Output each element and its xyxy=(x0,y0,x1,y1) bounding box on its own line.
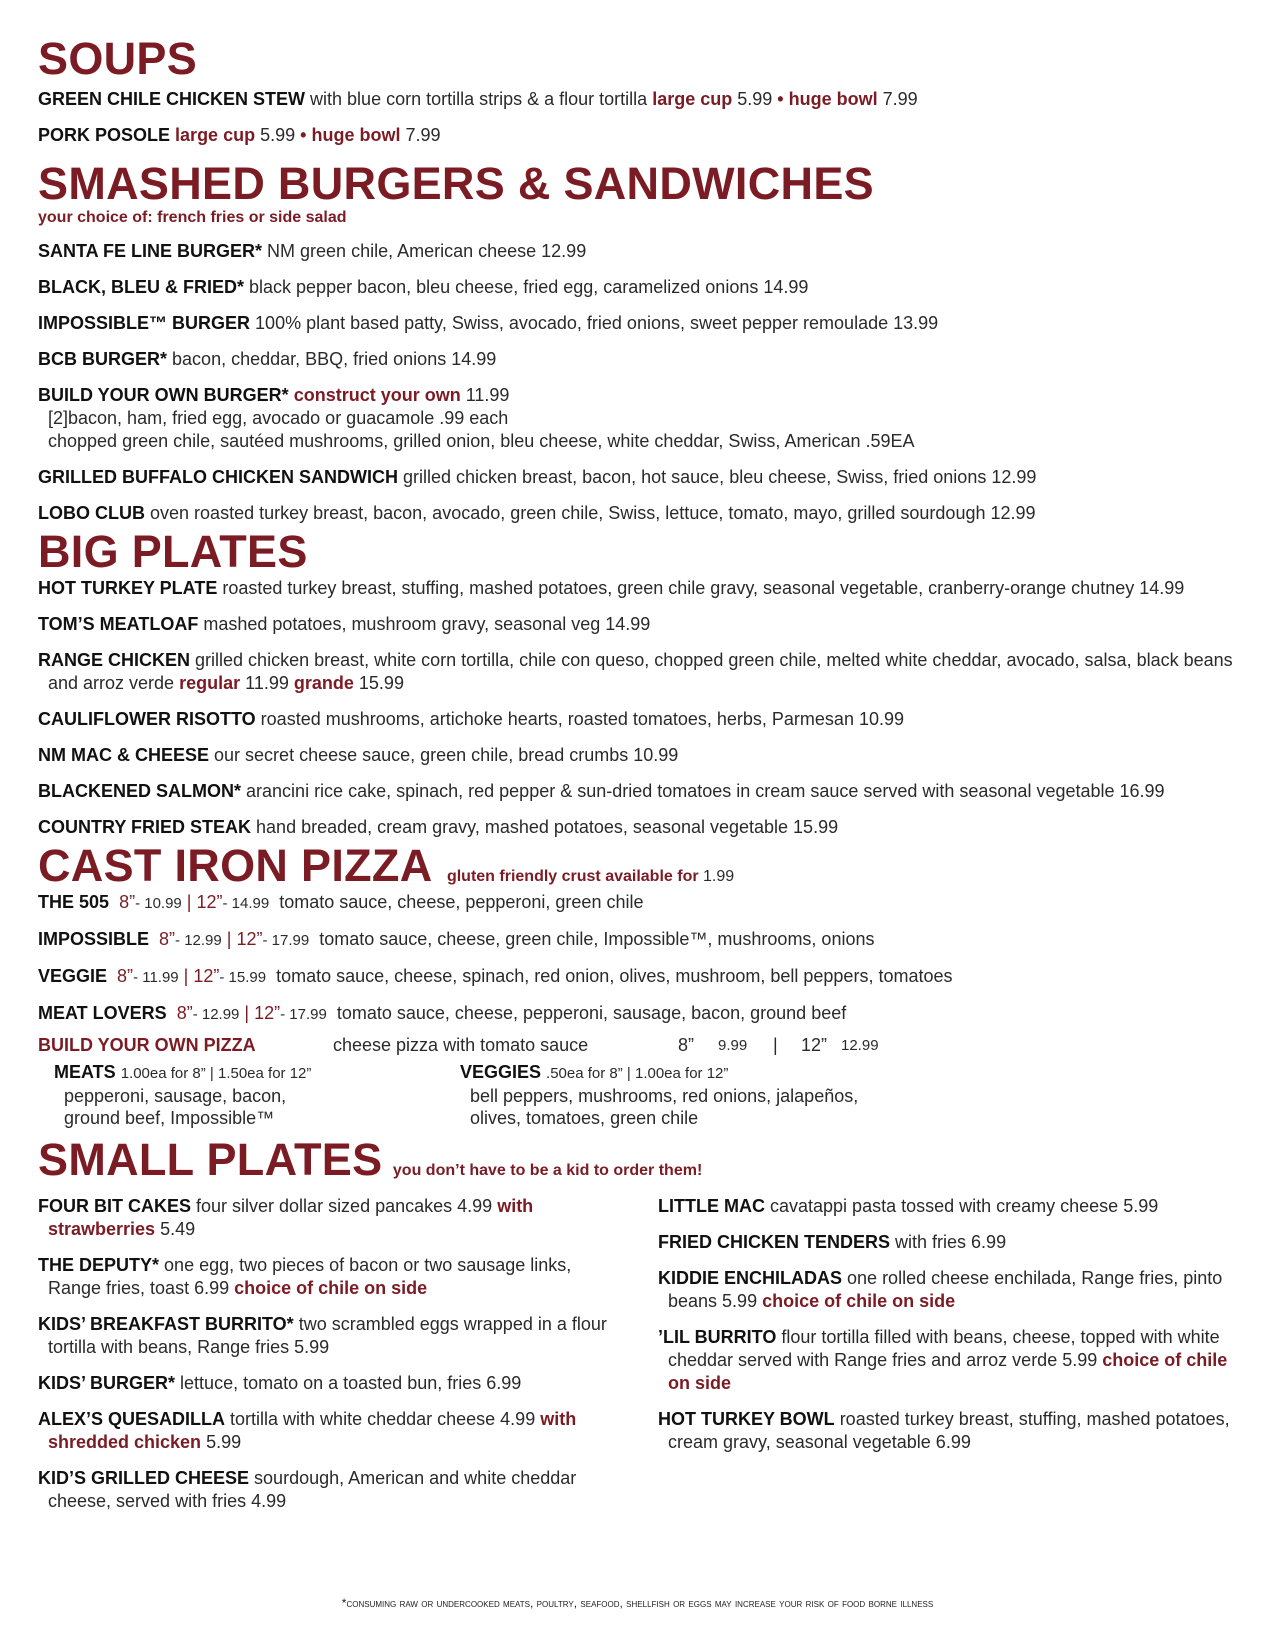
price: 5.99 xyxy=(260,125,296,145)
meats-list: ground beef, Impossible™ xyxy=(64,1108,275,1128)
byo-pizza-row xyxy=(38,1034,1238,1057)
menu-item xyxy=(38,816,1238,839)
burgers-heading: SMASHED BURGERS & SANDWICHES xyxy=(38,158,874,209)
size-label: 8” xyxy=(678,1035,695,1055)
item-desc: one rolled cheese enchilada, Range fries, pinto beans 5.99 xyxy=(668,1268,1223,1311)
meats-price: 1.00ea for 8” | 1.50ea for 12” xyxy=(120,1065,312,1082)
small-plates-right xyxy=(658,1195,1238,1513)
menu-item xyxy=(38,1195,618,1241)
menu-item xyxy=(38,1313,618,1359)
item-desc: black pepper bacon, bleu cheese, fried egg, caramelized onions 14.99 xyxy=(249,277,809,297)
item-desc: arancini rice cake, spinach, red pepper & sun-dried tomatoes in cream sauce served with seasonal vegetable 16.99 xyxy=(246,781,1165,801)
item-name: SANTA FE LINE BURGER* xyxy=(38,241,263,261)
separator: • xyxy=(777,89,784,109)
item-name: LOBO CLUB xyxy=(38,503,145,523)
item-name: PORK POSOLE xyxy=(38,125,171,145)
small-plates-note: you don’t have to be a kid to order them! xyxy=(392,1162,703,1179)
price: 9.99 xyxy=(718,1037,748,1054)
price: 11.99 xyxy=(245,673,289,693)
meats-list: pepperoni, sausage, bacon, xyxy=(64,1086,287,1106)
price: - 17.99 xyxy=(262,932,310,949)
item-desc: tortilla with white cheddar cheese 4.99 xyxy=(230,1409,536,1429)
menu-item xyxy=(38,965,1238,989)
price: - 12.99 xyxy=(192,1006,240,1023)
menu-page xyxy=(38,34,1238,1513)
pipe: | xyxy=(183,966,189,986)
item-desc: bacon, cheddar, BBQ, fried onions 14.99 xyxy=(172,349,497,369)
price: - 11.99 xyxy=(133,969,179,986)
size-label: 12” xyxy=(801,1035,828,1055)
price: 5.99 xyxy=(737,89,773,109)
item-name: FOUR BIT CAKES xyxy=(38,1196,191,1216)
item-name: VEGGIE xyxy=(38,966,108,986)
item-tag: construct your own xyxy=(293,385,461,405)
menu-item xyxy=(38,240,1238,263)
item-desc: tomato sauce, cheese, pepperoni, sausage, bacon, ground beef xyxy=(336,1003,847,1023)
menu-item xyxy=(658,1326,1238,1395)
price: 12.99 xyxy=(841,1037,879,1054)
item-desc: our secret cheese sauce, green chile, bread crumbs 10.99 xyxy=(214,745,679,765)
pizza-note-price: 1.99 xyxy=(703,868,735,885)
veggies-price: .50ea for 8” | 1.00ea for 12” xyxy=(546,1065,729,1082)
veggies-label: VEGGIES xyxy=(460,1062,542,1082)
menu-item xyxy=(38,1408,618,1454)
price: 15.99 xyxy=(358,673,404,693)
pizza-heading: CAST IRON PIZZA xyxy=(38,840,433,891)
menu-item xyxy=(38,613,1238,636)
pipe: | xyxy=(186,892,192,912)
item-name: KIDDIE ENCHILADAS xyxy=(658,1268,843,1288)
menu-item-byo-burger xyxy=(38,384,1238,453)
menu-item xyxy=(38,1254,618,1300)
item-desc: 100% plant based patty, Swiss, avocado, fried onions, sweet pepper remoulade 13.99 xyxy=(255,313,939,333)
item-desc: cheese pizza with tomato sauce xyxy=(333,1035,589,1055)
item-desc: mashed potatoes, mushroom gravy, seasonal veg 14.99 xyxy=(203,614,651,634)
menu-item xyxy=(38,744,1238,767)
item-name: ALEX’S QUESADILLA xyxy=(38,1409,226,1429)
footer-disclaimer: *consuming raw or undercooked meats, poultry, seafood, shellfish or eggs may increase your risk of food borne illness xyxy=(341,1596,934,1610)
veggies-block xyxy=(460,1061,858,1129)
item-desc: grilled chicken breast, bacon, hot sauce, bleu cheese, Swiss, fried onions 12.99 xyxy=(403,467,1037,487)
price: - 10.99 xyxy=(135,895,182,912)
item-name: KID’S GRILLED CHEESE xyxy=(38,1468,250,1488)
item-name: BUILD YOUR OWN BURGER* xyxy=(38,385,289,405)
item-name: MEAT LOVERS xyxy=(38,1003,167,1023)
item-desc: lettuce, tomato on a toasted bun, fries 6.99 xyxy=(180,1373,522,1393)
menu-item xyxy=(38,708,1238,731)
item-name: CAULIFLOWER RISOTTO xyxy=(38,709,256,729)
item-extra: choice of chile on side xyxy=(762,1291,956,1311)
small-plates-heading-row xyxy=(38,1135,1238,1185)
item-extra: choice of chile on side xyxy=(234,1278,428,1298)
item-desc: with fries 6.99 xyxy=(895,1232,1007,1252)
item-name: IMPOSSIBLE™ BURGER xyxy=(38,313,251,333)
addon-line: chopped green chile, sautéed mushrooms, grilled onion, bleu cheese, white cheddar, Swiss, American .59EA xyxy=(48,431,915,451)
size-label: 12” xyxy=(193,966,220,986)
item-name: RANGE CHICKEN xyxy=(38,650,191,670)
byo-pizza-toppings xyxy=(38,1061,1238,1129)
size-label: huge bowl xyxy=(311,125,401,145)
item-name: HOT TURKEY BOWL xyxy=(658,1409,835,1429)
item-desc: oven roasted turkey breast, bacon, avocado, green chile, Swiss, lettuce, tomato, mayo, grilled sourdough 12.99 xyxy=(150,503,1036,523)
item-desc: two scrambled eggs wrapped in a flour tortilla with beans, Range fries 5.99 xyxy=(48,1314,607,1357)
item-extra: with shredded chicken xyxy=(48,1409,577,1452)
menu-item xyxy=(38,928,1238,952)
menu-item xyxy=(38,1002,1238,1026)
menu-item xyxy=(38,1372,618,1395)
small-plates-heading: SMALL PLATES xyxy=(38,1134,383,1185)
item-name: COUNTRY FRIED STEAK xyxy=(38,817,252,837)
item-desc: grilled chicken breast, white corn tortilla, chile con queso, chopped green chile, melted white cheddar, avocado, salsa, black beans and arroz verde xyxy=(48,650,1233,693)
item-desc: flour tortilla filled with beans, cheese, topped with white cheddar served with Range fries and arroz verde 5.99 xyxy=(668,1327,1220,1370)
size-label: large cup xyxy=(175,125,256,145)
item-desc: tomato sauce, cheese, green chile, Impossible™, mushrooms, onions xyxy=(319,929,875,949)
menu-item xyxy=(38,1467,618,1513)
item-extra: with strawberries xyxy=(48,1196,534,1239)
menu-item xyxy=(658,1267,1238,1313)
small-plates-left xyxy=(38,1195,618,1513)
size-label: 8” xyxy=(119,892,136,912)
item-name: GREEN CHILE CHICKEN STEW xyxy=(38,89,306,109)
item-name: NM MAC & CHEESE xyxy=(38,745,210,765)
item-desc: NM green chile, American cheese 12.99 xyxy=(267,241,587,261)
menu-item xyxy=(38,466,1238,489)
pipe: | xyxy=(226,929,232,949)
pipe: | xyxy=(244,1003,250,1023)
item-name: HOT TURKEY PLATE xyxy=(38,578,218,598)
price: - 14.99 xyxy=(222,895,270,912)
price: 5.49 xyxy=(160,1219,196,1239)
soups-heading: SOUPS xyxy=(38,33,198,84)
menu-item xyxy=(658,1408,1238,1454)
item-desc: roasted turkey breast, stuffing, mashed potatoes, cream gravy, seasonal vegetable 6.99 xyxy=(668,1409,1230,1452)
menu-item xyxy=(38,124,1238,147)
item-desc: cavatappi pasta tossed with creamy cheese 5.99 xyxy=(770,1196,1159,1216)
size-label: large cup xyxy=(652,89,733,109)
menu-item xyxy=(38,312,1238,335)
size-label: 12” xyxy=(254,1003,281,1023)
size-label: 12” xyxy=(196,892,223,912)
item-name: FRIED CHICKEN TENDERS xyxy=(658,1232,891,1252)
menu-item xyxy=(38,348,1238,371)
item-name: IMPOSSIBLE xyxy=(38,929,150,949)
veggies-list: olives, tomatoes, green chile xyxy=(470,1108,699,1128)
addon-line: [2]bacon, ham, fried egg, avocado or guacamole .99 each xyxy=(48,408,509,428)
item-name: KIDS’ BREAKFAST BURRITO* xyxy=(38,1314,294,1334)
menu-item xyxy=(38,577,1238,600)
item-name: BLACKENED SALMON* xyxy=(38,781,242,801)
price: - 17.99 xyxy=(280,1006,327,1023)
menu-item xyxy=(658,1231,1238,1254)
size-label: 12” xyxy=(236,929,263,949)
menu-item xyxy=(38,891,1238,915)
pizza-heading-row xyxy=(38,841,1238,891)
item-desc: roasted turkey breast, stuffing, mashed potatoes, green chile gravy, seasonal vegetable, cranberry-orange chutney 14.99 xyxy=(222,578,1185,598)
size-label: 8” xyxy=(176,1003,193,1023)
menu-item xyxy=(38,502,1238,525)
price: 7.99 xyxy=(882,89,918,109)
item-desc: tomato sauce, cheese, pepperoni, green chile xyxy=(279,892,644,912)
meats-block xyxy=(38,1061,460,1129)
menu-item xyxy=(38,649,1238,695)
price: - 15.99 xyxy=(219,969,267,986)
item-name: ’LIL BURRITO xyxy=(658,1327,777,1347)
price: 11.99 xyxy=(465,385,510,405)
menu-item xyxy=(38,276,1238,299)
item-desc: roasted mushrooms, artichoke hearts, roasted tomatoes, herbs, Parmesan 10.99 xyxy=(260,709,904,729)
pipe: | xyxy=(773,1035,778,1055)
size-label: 8” xyxy=(117,966,134,986)
size-label: huge bowl xyxy=(788,89,878,109)
item-desc: hand breaded, cream gravy, mashed potatoes, seasonal vegetable 15.99 xyxy=(256,817,839,837)
big-plates-heading: BIG PLATES xyxy=(38,526,308,577)
item-name: THE DEPUTY* xyxy=(38,1255,160,1275)
small-plates-columns xyxy=(38,1195,1238,1513)
size-label: regular xyxy=(179,673,241,693)
item-name: TOM’S MEATLOAF xyxy=(38,614,199,634)
item-name: KIDS’ BURGER* xyxy=(38,1373,176,1393)
item-name: GRILLED BUFFALO CHICKEN SANDWICH xyxy=(38,467,398,487)
item-desc: sourdough, American and white cheddar cheese, served with fries 4.99 xyxy=(48,1468,577,1511)
price: 7.99 xyxy=(405,125,441,145)
menu-item xyxy=(38,780,1238,803)
item-desc: one egg, two pieces of bacon or two sausage links, Range fries, toast 6.99 xyxy=(48,1255,572,1298)
item-name: LITTLE MAC xyxy=(658,1196,765,1216)
item-desc: four silver dollar sized pancakes 4.99 xyxy=(196,1196,493,1216)
size-label: grande xyxy=(293,673,354,693)
item-name: BLACK, BLEU & FRIED* xyxy=(38,277,244,297)
item-extra: choice of chile on side xyxy=(668,1350,1228,1393)
pizza-note: gluten friendly crust available for xyxy=(446,868,699,885)
item-desc: tomato sauce, cheese, spinach, red onion, olives, mushroom, bell peppers, tomatoes xyxy=(276,966,953,986)
price: 5.99 xyxy=(206,1432,242,1452)
menu-item xyxy=(38,88,1238,111)
veggies-list: bell peppers, mushrooms, red onions, jalapeños, xyxy=(470,1086,859,1106)
separator: • xyxy=(300,125,307,145)
item-name: BCB BURGER* xyxy=(38,349,168,369)
price: - 12.99 xyxy=(175,932,222,949)
item-desc: with blue corn tortilla strips & a flour tortilla xyxy=(310,89,648,109)
item-name: THE 505 xyxy=(38,892,110,912)
burgers-subtitle: your choice of: french fries or side salad xyxy=(38,209,347,226)
item-name: BUILD YOUR OWN PIZZA xyxy=(38,1035,256,1055)
size-label: 8” xyxy=(159,929,176,949)
meats-label: MEATS xyxy=(54,1062,116,1082)
menu-item xyxy=(658,1195,1238,1218)
